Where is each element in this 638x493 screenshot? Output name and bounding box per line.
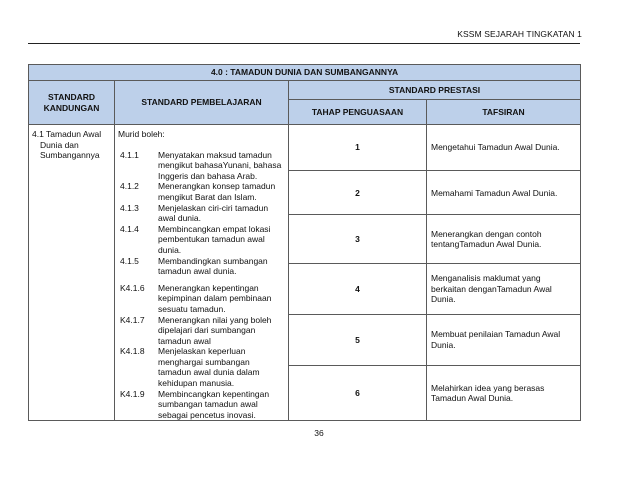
header-tafsiran: TAFSIRAN bbox=[427, 100, 581, 125]
learning-standards-cell bbox=[115, 125, 289, 421]
performance-level: 1 bbox=[289, 125, 427, 171]
item-code: 4.1.4 bbox=[120, 223, 139, 234]
item-code: K4.1.8 bbox=[120, 346, 145, 357]
item-text: Membincangkan empat lokasi pembentukan tamadun awal dunia. bbox=[158, 223, 271, 255]
item-code: 4.1.3 bbox=[120, 202, 139, 213]
item-text: Membincangkan kepentingan sumbangan tamadun awal sebagai pencetus inovasi. bbox=[158, 388, 270, 420]
content-standard: 4.1 Tamadun Awal Dunia dan Sumbangannya bbox=[32, 129, 102, 161]
item-text: Menjelaskan keperluan menghargai sumbangan tamadun awal dunia dalam kehidupan manusia. bbox=[158, 346, 260, 389]
header-standard-kandungan: STANDARD KANDUNGAN bbox=[29, 81, 115, 125]
performance-description: Menganalisis maklumat yang berkaitan denganTamadun Awal Dunia. bbox=[427, 263, 581, 314]
content-standard-cell bbox=[29, 125, 115, 421]
page-number: 36 bbox=[314, 428, 324, 438]
item-text: Membandingkan sumbangan tamadun awal dunia. bbox=[158, 255, 268, 277]
learning-standard-item bbox=[118, 256, 285, 277]
performance-level: 5 bbox=[289, 314, 427, 365]
learning-standard-item bbox=[118, 389, 285, 421]
running-header: KSSM SEJARAH TINGKATAN 1 bbox=[457, 29, 582, 39]
item-code: K4.1.9 bbox=[120, 388, 145, 399]
performance-description: Melahirkan idea yang berasas Tamadun Awal Dunia. bbox=[427, 365, 581, 421]
learning-standard-item bbox=[118, 181, 285, 202]
performance-level: 3 bbox=[289, 215, 427, 264]
performance-description: Memahami Tamadun Awal Dunia. bbox=[427, 171, 581, 215]
header-standard-prestasi: STANDARD PRESTASI bbox=[289, 81, 581, 100]
curriculum-table bbox=[28, 64, 581, 421]
learning-standard-item bbox=[118, 283, 285, 315]
item-code: K4.1.6 bbox=[120, 282, 145, 293]
item-text: Menyatakan maksud tamadun mengikut bahasaYunani, bahasa Inggeris dan bahasa Arab. bbox=[158, 149, 282, 181]
learning-standard-item bbox=[118, 346, 285, 388]
header-standard-pembelajaran: STANDARD PEMBELAJARAN bbox=[115, 81, 289, 125]
learning-intro: Murid boleh: bbox=[118, 129, 165, 139]
item-text: Menerangkan nilai yang boleh dipelajari dari sumbangan tamadun awal bbox=[158, 314, 272, 346]
item-code: 4.1.2 bbox=[120, 181, 139, 192]
item-code: K4.1.7 bbox=[120, 314, 145, 325]
item-text: Menjelaskan ciri-ciri tamadun awal dunia. bbox=[158, 202, 269, 224]
item-text: Menerangkan konsep tamadun mengikut Barat dan Islam. bbox=[158, 181, 276, 202]
performance-description: Membuat penilaian Tamadun Awal Dunia. bbox=[427, 314, 581, 365]
item-code: 4.1.1 bbox=[120, 149, 139, 160]
learning-standard-item bbox=[118, 203, 285, 224]
performance-level: 6 bbox=[289, 365, 427, 421]
learning-standard-item bbox=[118, 315, 285, 347]
performance-level: 4 bbox=[289, 263, 427, 314]
item-text: Menerangkan kepentingan kepimpinan dalam pembinaan sesuatu tamadun. bbox=[158, 282, 272, 314]
item-code: 4.1.5 bbox=[120, 255, 139, 266]
performance-description: Mengetahui Tamadun Awal Dunia. bbox=[427, 125, 581, 171]
learning-standard-item bbox=[118, 224, 285, 256]
header-rule bbox=[28, 43, 580, 44]
learning-standard-item bbox=[118, 150, 285, 182]
performance-description: Menerangkan dengan contoh tentangTamadun Awal Dunia. bbox=[427, 215, 581, 264]
header-tahap-penguasaan: TAHAP PENGUASAAN bbox=[289, 100, 427, 125]
performance-level: 2 bbox=[289, 171, 427, 215]
table-title: 4.0 : TAMADUN DUNIA DAN SUMBANGANNYA bbox=[29, 65, 581, 81]
